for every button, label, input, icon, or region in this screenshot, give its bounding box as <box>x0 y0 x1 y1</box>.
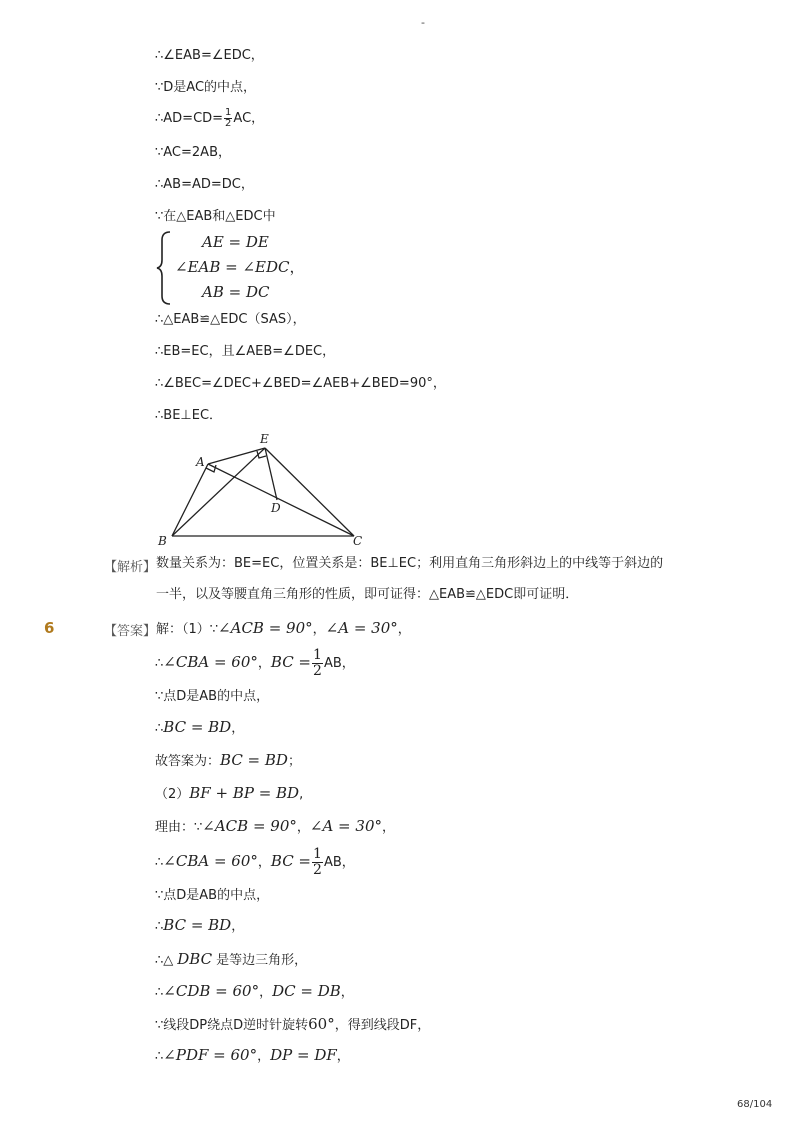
answer-text: ∴ <box>155 1049 164 1064</box>
answer-text: AB， <box>323 855 355 870</box>
point-label-b: B <box>158 534 167 548</box>
answer-line <box>156 620 411 638</box>
proof-line: ∵在△EAB和△EDC中 <box>155 209 276 224</box>
point-label-c: C <box>353 534 363 548</box>
proof-line: ∵AC=2AB， <box>155 145 231 160</box>
answer-text: ， <box>336 1049 350 1064</box>
answer-line <box>155 1016 430 1034</box>
answer-text: ∴ <box>155 855 164 870</box>
answer-text: ∴ <box>155 985 164 1000</box>
analysis-line: 一半，以及等腰直角三角形的性质，即可证得：△EAB≌△EDC即可证明． <box>156 587 579 602</box>
answer-text: ， <box>257 1049 271 1064</box>
answer-line-fraction <box>155 648 355 679</box>
math-expr: BC = <box>270 852 312 870</box>
answer-text: ∴ <box>155 721 164 736</box>
answer-line <box>155 719 244 737</box>
point-label-d: D <box>271 501 281 515</box>
proof-line-fraction <box>155 108 264 129</box>
analysis-line: 数量关系为：BE=EC，位置关系是：BE⊥EC；利用直角三角形斜边上的中线等于斜边的 <box>156 556 664 571</box>
fraction-numerator: 1 <box>225 107 232 118</box>
proof-line: ∴△EAB≌△EDC（SAS）， <box>155 312 306 327</box>
math-expr: ∠CBA = 60° <box>163 852 258 870</box>
system-row <box>175 255 305 280</box>
proof-line: ∴∠BEC=∠DEC+∠BED=∠AEB+∠BED=90°， <box>155 376 446 391</box>
system-row-math: ∠EAB = ∠EDC <box>175 258 290 276</box>
answer-text: ， <box>296 820 310 835</box>
answer-line <box>155 917 244 935</box>
point-label-e: E <box>260 432 269 446</box>
answer-text: ，得到线段DF， <box>334 1018 431 1033</box>
math-expr: ∠CBA = 60° <box>163 653 258 671</box>
answer-text: ， <box>259 985 273 1000</box>
fraction <box>312 847 323 878</box>
segment-ec <box>265 448 354 536</box>
segment-ab <box>172 464 208 536</box>
system-row: AE = DE <box>202 233 269 251</box>
math-expr: ∠ACB = 90° <box>218 619 313 637</box>
answer-text: AB， <box>323 656 355 671</box>
math-expr: ∠PDF = 60° <box>163 1046 258 1064</box>
answer-line <box>155 818 395 836</box>
answer-line: ∵点D是AB的中点， <box>155 689 270 704</box>
answer-line <box>155 983 354 1001</box>
analysis-tag: 【解析】 <box>104 560 157 575</box>
math-expr: ∠A = 30° <box>309 817 382 835</box>
fraction-denominator: 2 <box>313 663 322 679</box>
answer-text: ， <box>340 985 354 1000</box>
math-expr: ∠ACB = 90° <box>202 817 297 835</box>
answer-text: ， <box>231 919 245 934</box>
answer-line <box>155 1047 350 1065</box>
answer-text: ， <box>231 721 245 736</box>
proof-line: ∴AB=AD=DC， <box>155 177 254 192</box>
header-mark: - <box>421 16 425 29</box>
answer-text: ， <box>257 855 271 870</box>
answer-tag: 【答案】 <box>104 624 157 639</box>
math-expr: ∠CDB = 60° <box>163 982 260 1000</box>
system-row-tail: ， <box>289 258 305 276</box>
proof-text: ∴AD=CD= <box>155 111 224 126</box>
answer-text: ， <box>257 656 271 671</box>
answer-text: ， <box>397 622 411 637</box>
proof-line: ∴∠EAB=∠EDC， <box>155 48 264 63</box>
answer-text: ∴ <box>155 919 164 934</box>
answer-text: 理由：∵ <box>155 820 203 835</box>
answer-text: ∴ <box>155 656 164 671</box>
proof-line: ∵D是AC的中点， <box>155 80 257 95</box>
math-expr: DP = DF <box>270 1046 337 1064</box>
math-expr: BC = BD <box>163 916 232 934</box>
answer-text: ， <box>381 820 395 835</box>
segment-ed <box>265 448 277 500</box>
point-label-a: A <box>196 455 205 469</box>
fraction-denominator: 2 <box>225 118 232 129</box>
math-expr: BC = <box>270 653 312 671</box>
answer-text: , <box>299 787 304 802</box>
math-expr: DBC <box>177 950 213 968</box>
system-row: AB = DC <box>202 283 270 301</box>
answer-line-fraction <box>155 847 355 878</box>
page-number: 68/104 <box>737 1099 773 1110</box>
left-brace-icon <box>155 230 175 306</box>
math-expr: 60° <box>308 1015 335 1033</box>
fraction <box>224 108 232 129</box>
answer-line <box>155 752 301 770</box>
answer-text: ∴△ <box>155 953 174 968</box>
answer-text: 解：（1）∵ <box>156 622 219 637</box>
answer-text: ， <box>312 622 326 637</box>
proof-text: AC， <box>233 111 265 126</box>
answer-text: ∵线段DP绕点D逆时针旋转 <box>155 1018 309 1033</box>
answer-line: ∵点D是AB的中点， <box>155 888 270 903</box>
fraction-numerator: 1 <box>313 647 322 663</box>
math-expr: BF + BP = BD <box>189 784 300 802</box>
math-expr: BC = BD <box>220 751 288 769</box>
answer-line <box>155 951 307 969</box>
proof-line: ∴BE⊥EC． <box>155 408 223 423</box>
answer-line <box>155 785 303 803</box>
segment-ac <box>208 464 354 536</box>
answer-text: （2） <box>155 787 190 802</box>
question-number: 6 <box>44 619 55 637</box>
answer-text: 故答案为： <box>155 754 221 769</box>
math-expr: ∠A = 30° <box>325 619 398 637</box>
math-expr: BC = BD <box>163 718 232 736</box>
proof-line: ∴EB=EC，且∠AEB=∠DEC， <box>155 344 336 359</box>
answer-text: 是等边三角形， <box>216 953 308 968</box>
fraction-denominator: 2 <box>313 862 322 878</box>
fraction-numerator: 1 <box>313 846 322 862</box>
equation-system <box>155 230 355 306</box>
geometry-figure <box>150 428 380 548</box>
math-expr: DC = DB <box>272 982 341 1000</box>
fraction <box>312 648 323 679</box>
answer-text: ； <box>287 754 301 769</box>
